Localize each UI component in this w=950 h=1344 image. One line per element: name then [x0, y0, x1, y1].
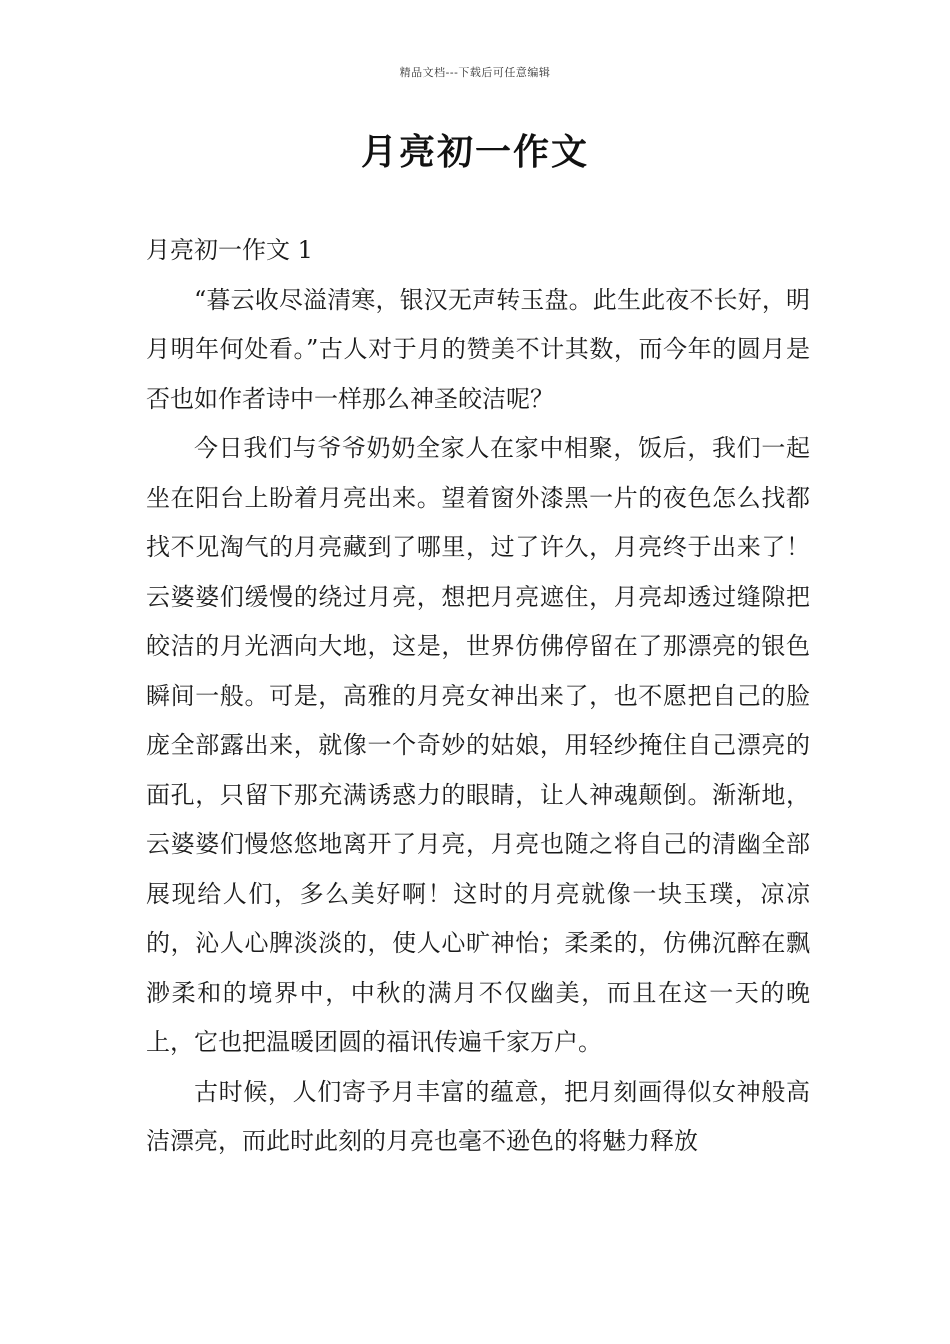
header-note: 精品文档---下载后可任意编辑 [399, 66, 551, 79]
document-body [146, 226, 810, 1167]
paragraph-1: “暮云收尽溢清寒，银汉无声转玉盘。此生此夜不长好，明月明年何处看。”古人对于月的赞美不计其数，而今年的圆月是否也如作者诗中一样那么神圣皎洁呢？ [146, 285, 810, 413]
section-heading: 月亮初一作文 1 [146, 236, 313, 264]
paragraph-3: 古时候，人们寄予月丰富的蕴意，把月刻画得似女神般高洁漂亮，而此时此刻的月亮也毫不逊色的将魅力释放 [146, 1077, 810, 1155]
paragraph-2: 今日我们与爷爷奶奶全家人在家中相聚，饭后，我们一起坐在阳台上盼着月亮出来。望着窗外漆黑一片的夜色怎么找都找不见淘气的月亮藏到了哪里，过了许久，月亮终于出来了！云婆婆们缓慢的绕过月亮，想把月亮遮住，月亮却透过缝隙把皎洁的月光洒向大地，这是，世界仿佛停留在了那漂亮的银色瞬间一般。可是，高雅的月亮女神出来了，也不愿把自己的脸庞全部露出来，就像一个奇妙的姑娘，用轻纱掩住自己漂亮的面孔，只留下那充满诱惑力的眼睛，让人神魂颠倒。渐渐地，云婆婆们慢悠悠地离开了月亮，月亮也随之将自己的清幽全部展现给人们，多么美好啊！这时的月亮就像一块玉璞，凉凉的，沁人心脾淡淡的，使人心旷神怡；柔柔的，仿佛沉醉在飘渺柔和的境界中，中秋的满月不仅幽美，而且在这一天的晚上，它也把温暖团圆的福讯传遍千家万户。 [146, 434, 810, 1056]
document-title: 月亮初一作文 [360, 132, 589, 173]
